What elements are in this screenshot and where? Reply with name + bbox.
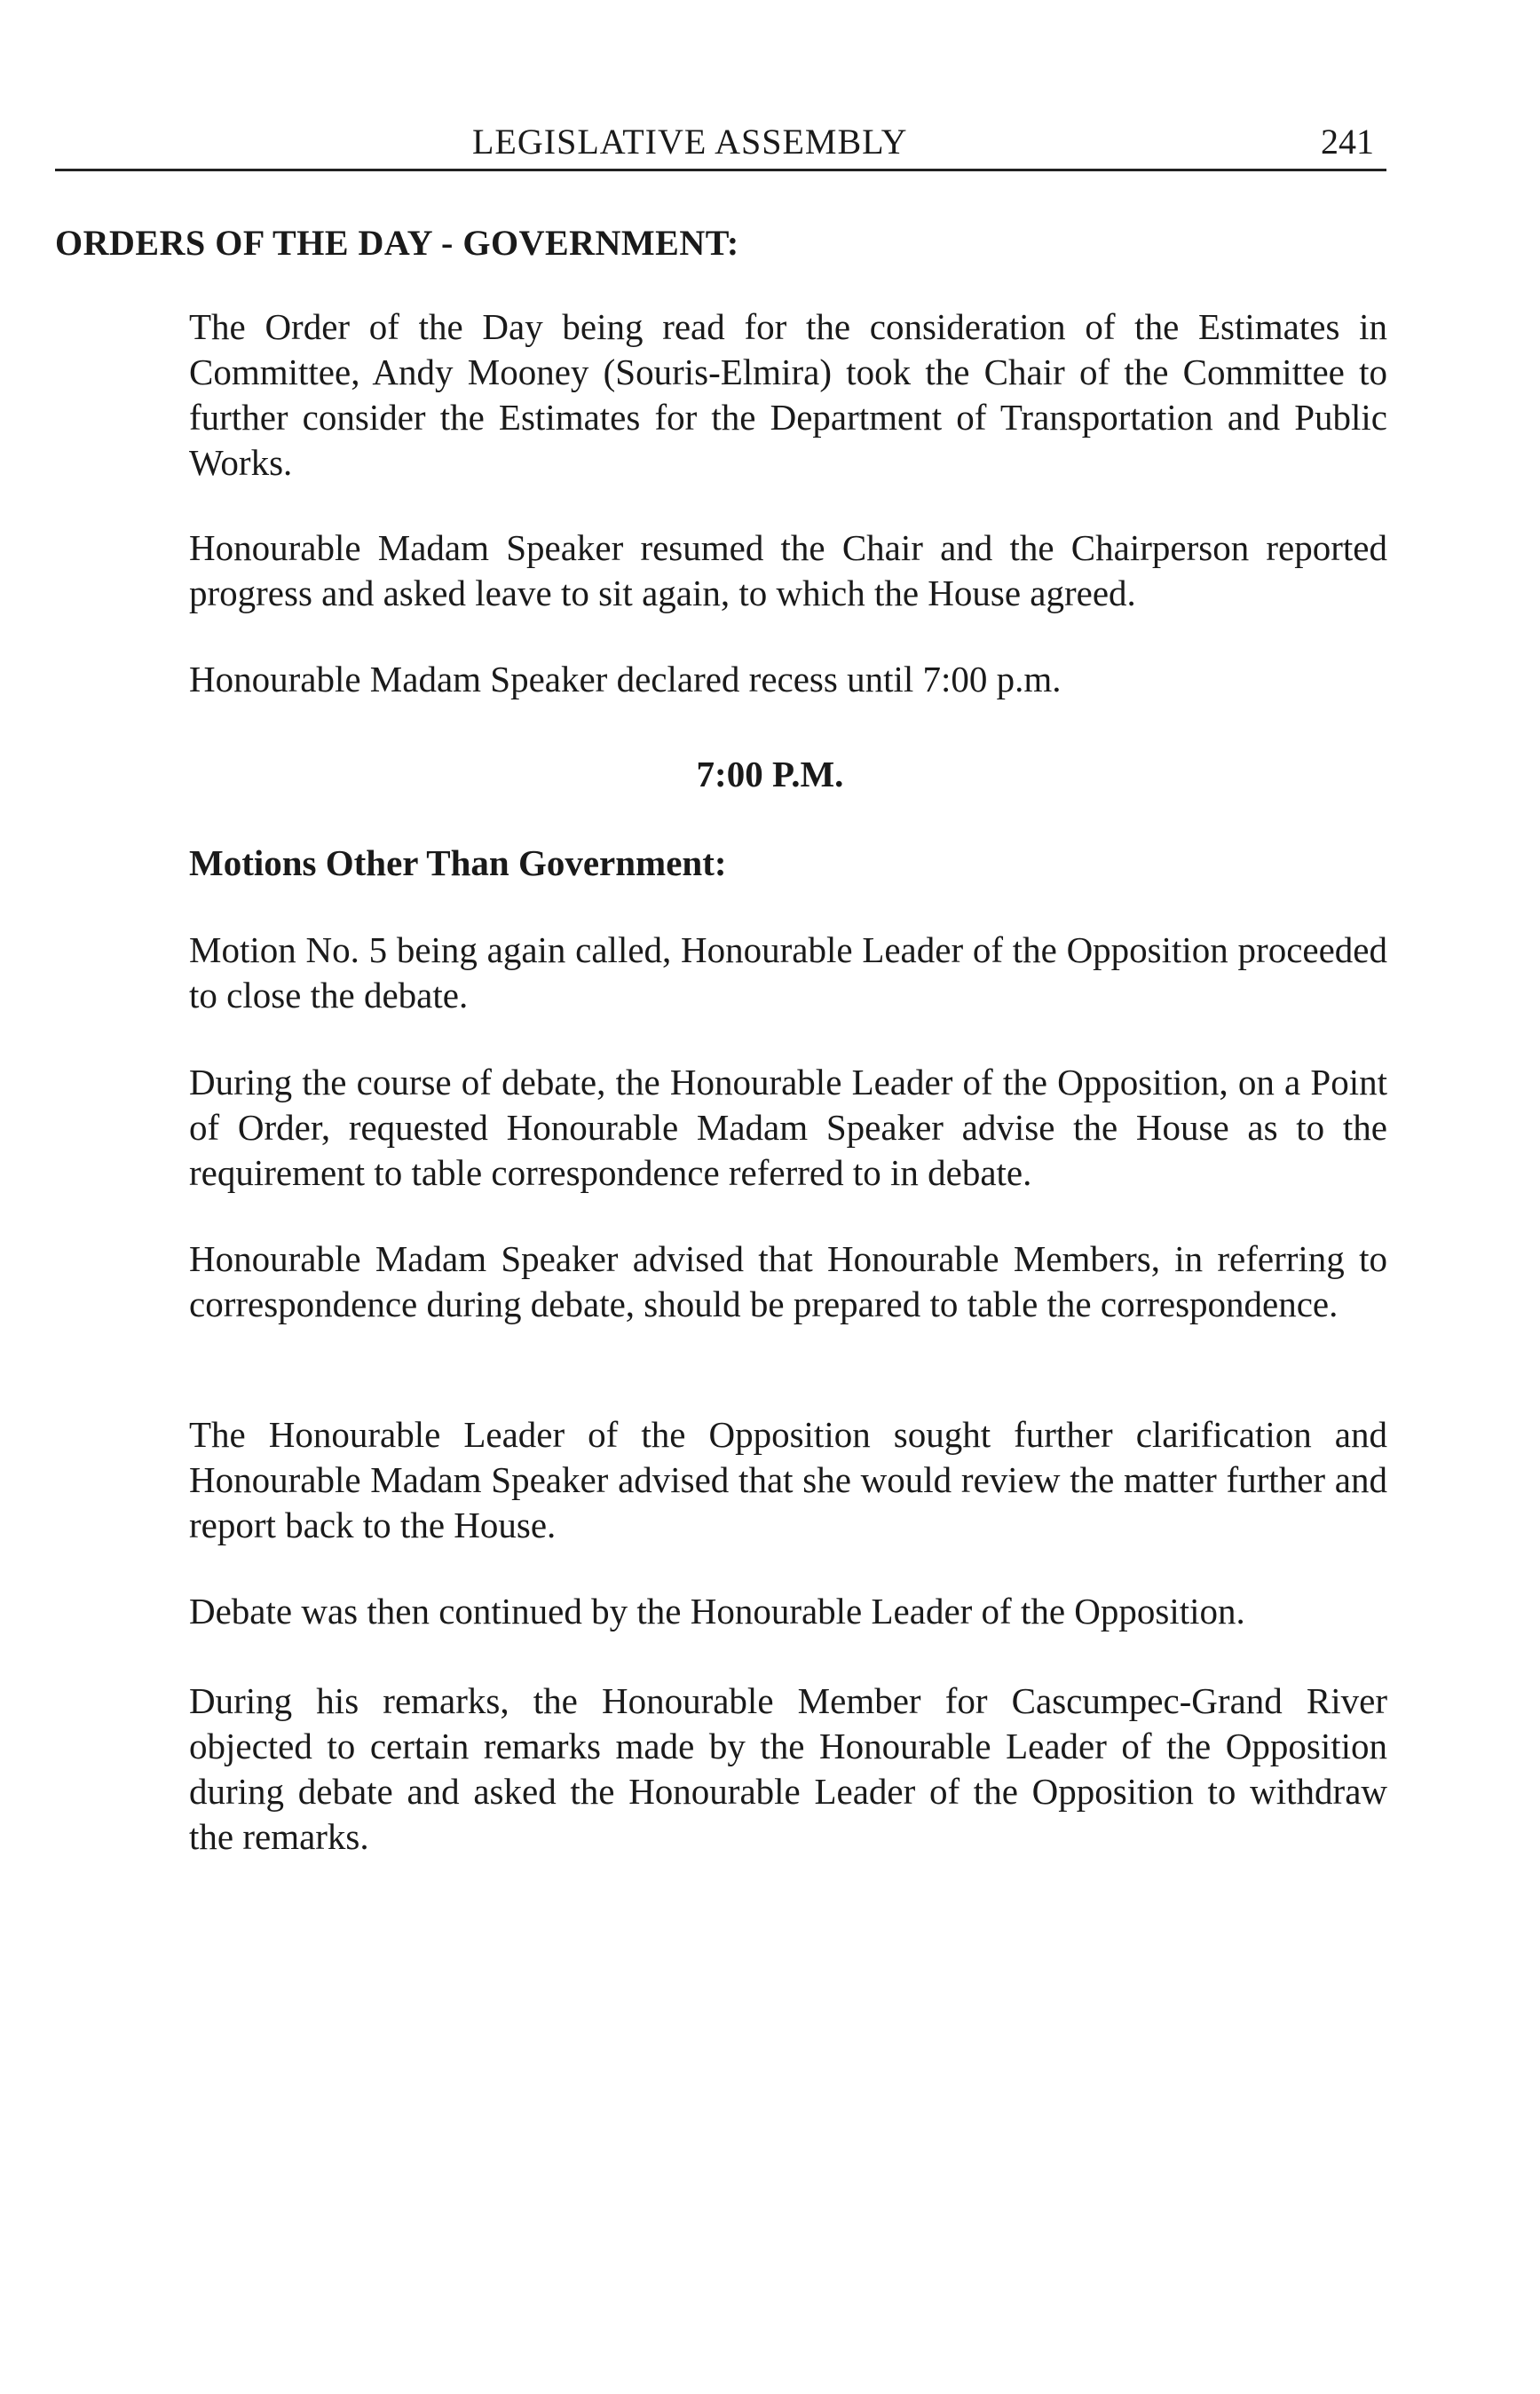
section-heading: ORDERS OF THE DAY - GOVERNMENT: bbox=[55, 223, 739, 263]
paragraph-point-of-order: During the course of debate, the Honourable Leader of the Opposition, on a Point of Order, requested Honourable Madam Speaker advise the House as to the requirement to table correspondence referred to in debate. bbox=[189, 1062, 1387, 1193]
paragraph-objection: During his remarks, the Honourable Member for Cascumpec-Grand River objected to certain remarks made by the Honourable Leader of the Opposition during debate and asked the Honourable Leader of the Opposition to withdraw the remarks. bbox=[189, 1680, 1387, 1857]
sub-heading: Motions Other Than Government: bbox=[189, 842, 727, 883]
paragraph-motion-no-5: Motion No. 5 being again called, Honourable Leader of the Opposition proceeded to close the debate. bbox=[189, 929, 1387, 1015]
paragraph-clarification: The Honourable Leader of the Opposition sought further clarification and Honourable Madam Speaker advised that she would review the matter further and report back to the House. bbox=[189, 1414, 1387, 1545]
paragraph-speaker-resumed-chair: Honourable Madam Speaker resumed the Chair and the Chairperson reported progress and asked leave to sit again, to which the House agreed. bbox=[189, 527, 1387, 613]
paragraph-recess: Honourable Madam Speaker declared recess until 7:00 p.m. bbox=[189, 659, 1062, 699]
running-title: LEGISLATIVE ASSEMBLY bbox=[472, 122, 908, 162]
paragraph-speaker-advised: Honourable Madam Speaker advised that Honourable Members, in referring to correspondence during debate, should be prepared to table the correspondence. bbox=[189, 1238, 1387, 1324]
time-heading: 7:00 P.M. bbox=[696, 754, 844, 794]
running-header bbox=[55, 115, 1386, 171]
page-number: 241 bbox=[1321, 122, 1374, 162]
paragraph-estimates-committee: The Order of the Day being read for the consideration of the Estimates in Committee, Andy Mooney (Souris-Elmira) took the Chair of the Committee to further consider the Estimates for the Department of Transportation and Public Works. bbox=[189, 306, 1387, 483]
paragraph-debate-continued: Debate was then continued by the Honourable Leader of the Opposition. bbox=[189, 1591, 1245, 1632]
